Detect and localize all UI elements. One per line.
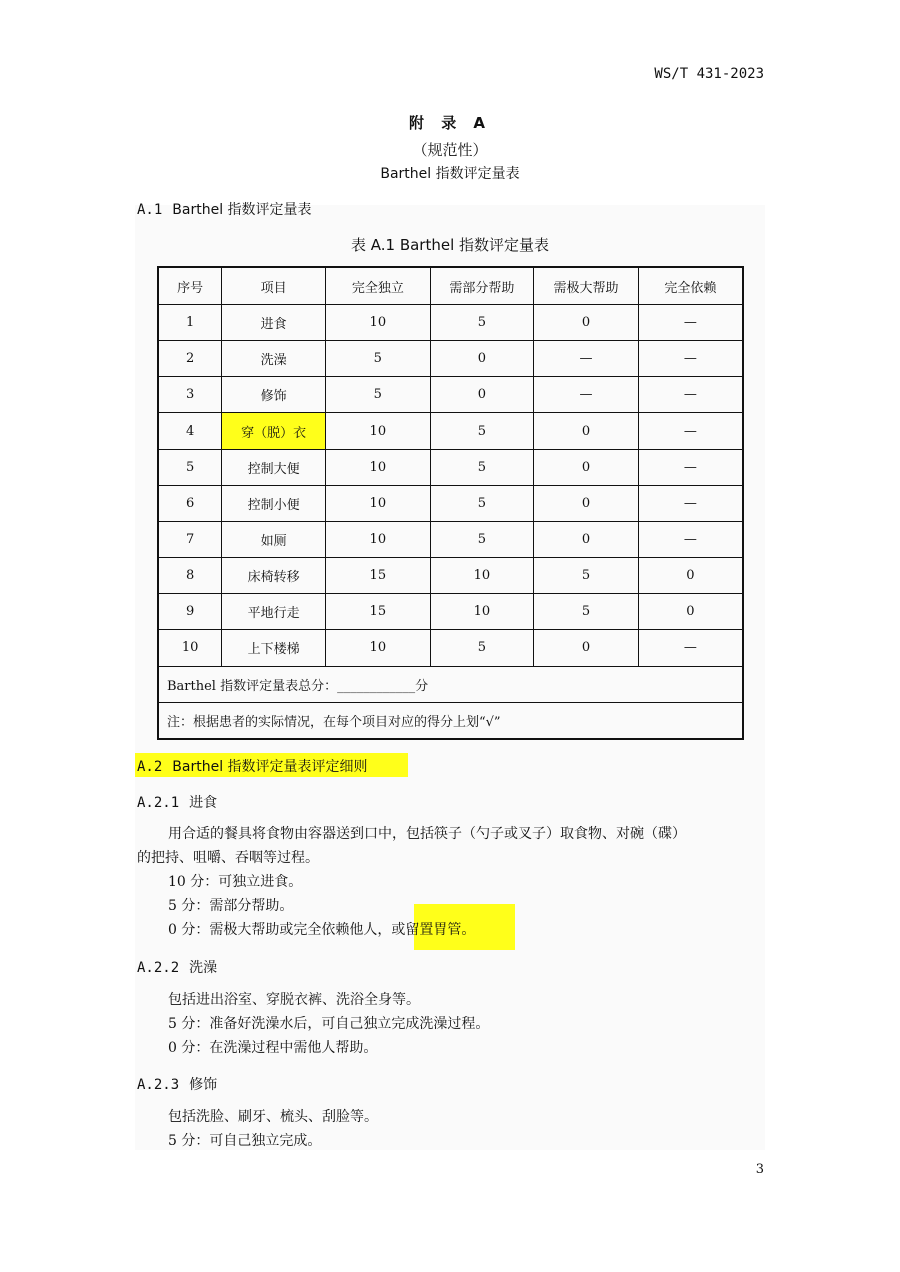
- table-caption: 表 A.1 Barthel 指数评定量表: [350, 236, 550, 254]
- paragraph-line: 用合适的餐具将食物由容器送到口中，包括筷子（勺子或叉子）取食物、对碗（碟）: [168, 826, 686, 842]
- table-cell: 5: [430, 305, 534, 341]
- table-cell: 1: [158, 305, 222, 341]
- section-a2-heading: [137, 756, 368, 776]
- table-cell: 如厕: [222, 521, 326, 557]
- table-header-row: [158, 267, 743, 305]
- header-cell: 完全独立: [326, 267, 431, 305]
- table-cell: 5: [430, 485, 534, 521]
- table-cell: 控制小便: [222, 485, 326, 521]
- barthel-table: [157, 266, 744, 740]
- section-number: A.2.2: [137, 960, 180, 976]
- appendix-nature: （规范性）: [412, 141, 488, 159]
- table-row: [158, 305, 743, 341]
- section-number: A.2: [137, 759, 163, 775]
- table-cell: 2: [158, 341, 222, 377]
- table-row: [158, 449, 743, 485]
- table-cell: 5: [158, 449, 222, 485]
- table-cell: 0: [638, 594, 743, 630]
- table-cell: —: [534, 341, 639, 377]
- score-item: 5 分：可自己独立完成。: [168, 1133, 322, 1149]
- table-cell: 0: [534, 305, 639, 341]
- section-title: Barthel 指数评定量表: [172, 202, 312, 218]
- table-cell: 洗澡: [222, 341, 326, 377]
- header-cell: 序号: [158, 267, 222, 305]
- table-row: [158, 485, 743, 521]
- table-cell: 10: [158, 630, 222, 666]
- table-cell: 床椅转移: [222, 558, 326, 594]
- header-cell: 需部分帮助: [430, 267, 534, 305]
- table-cell: 进食: [222, 305, 326, 341]
- table-row: [158, 630, 743, 666]
- table-cell: 0: [430, 341, 534, 377]
- table-cell: 0: [534, 449, 639, 485]
- table-cell: 7: [158, 521, 222, 557]
- table-row: [158, 413, 743, 449]
- table-cell: 修饰: [222, 377, 326, 413]
- section-a21-heading: [137, 792, 217, 812]
- table-cell: 3: [158, 377, 222, 413]
- table-cell: 6: [158, 485, 222, 521]
- section-title: 洗澡: [189, 960, 218, 976]
- table-cell: —: [638, 449, 743, 485]
- score-item: 5 分：需部分帮助。: [168, 898, 294, 914]
- section-a1-heading: [137, 199, 312, 219]
- section-title: 进食: [189, 795, 218, 811]
- paragraph-line: 包括进出浴室、穿脱衣裤、洗浴全身等。: [168, 992, 420, 1008]
- section-number: A.2.3: [137, 1077, 180, 1093]
- document-code: WS/T 431-2023: [654, 66, 764, 82]
- table-cell: 10: [326, 413, 431, 449]
- table-cell: 10: [326, 485, 431, 521]
- table-cell: 0: [534, 413, 639, 449]
- table-cell: —: [638, 413, 743, 449]
- table-cell: 4: [158, 413, 222, 449]
- table-cell: —: [638, 305, 743, 341]
- score-item: 10 分：可独立进食。: [168, 874, 303, 890]
- table-cell: 8: [158, 558, 222, 594]
- table-cell: 10: [326, 630, 431, 666]
- table-row: [158, 341, 743, 377]
- table-cell: —: [534, 377, 639, 413]
- score-item: [168, 918, 475, 942]
- header-cell: 需极大帮助: [534, 267, 639, 305]
- page-number: 3: [755, 1162, 764, 1177]
- table-cell: 0: [534, 521, 639, 557]
- table-cell: 15: [326, 594, 431, 630]
- section-number: A.1: [137, 202, 163, 218]
- table-cell: 9: [158, 594, 222, 630]
- table-note-row: [158, 702, 743, 739]
- table-cell: 5: [430, 521, 534, 557]
- table-cell: 上下楼梯: [222, 630, 326, 666]
- table-cell: 10: [430, 558, 534, 594]
- table-cell: 5: [430, 413, 534, 449]
- table-cell: 0: [534, 630, 639, 666]
- table-cell: —: [638, 341, 743, 377]
- header-cell: 完全依赖: [638, 267, 743, 305]
- table-cell: 5: [534, 558, 639, 594]
- table-cell: —: [638, 521, 743, 557]
- table-cell: 10: [326, 521, 431, 557]
- table-row: [158, 521, 743, 557]
- table-cell: 5: [430, 449, 534, 485]
- table-cell: —: [638, 485, 743, 521]
- table-cell: 0: [430, 377, 534, 413]
- table-cell: 10: [430, 594, 534, 630]
- table-row: [158, 558, 743, 594]
- header-cell: 项目: [222, 267, 326, 305]
- paragraph-line: 包括洗脸、刷牙、梳头、刮脸等。: [168, 1109, 378, 1125]
- score-item: 0 分：在洗澡过程中需他人帮助。: [168, 1040, 378, 1056]
- score-item: 5 分：准备好洗澡水后，可自己独立完成洗澡过程。: [168, 1016, 490, 1032]
- table-cell: 10: [326, 449, 431, 485]
- table-cell-highlighted: 穿（脱）衣: [222, 413, 326, 449]
- section-title: 修饰: [189, 1077, 218, 1093]
- table-row: [158, 377, 743, 413]
- table-cell: 5: [534, 594, 639, 630]
- section-a22-heading: [137, 957, 217, 977]
- table-row: [158, 594, 743, 630]
- appendix-title: 附 录 A: [408, 114, 492, 132]
- table-cell: —: [638, 630, 743, 666]
- table-cell: 平地行走: [222, 594, 326, 630]
- table-cell: 10: [326, 305, 431, 341]
- table-cell: 15: [326, 558, 431, 594]
- highlighted-text: 或留置胃管。: [391, 922, 476, 938]
- table-cell: 0: [534, 485, 639, 521]
- paragraph-line: 的把持、咀嚼、吞咽等过程。: [137, 850, 319, 866]
- table-cell: —: [638, 377, 743, 413]
- total-score-cell: Barthel 指数评定量表总分：____________分: [158, 666, 743, 702]
- table-cell: 0: [638, 558, 743, 594]
- score-item-text: 0 分：需极大帮助或完全依赖他人，: [168, 922, 392, 938]
- appendix-name: Barthel 指数评定量表: [380, 166, 520, 182]
- table-cell: 5: [430, 630, 534, 666]
- table-total-row: [158, 666, 743, 702]
- section-number: A.2.1: [137, 795, 180, 811]
- table-cell: 5: [326, 377, 431, 413]
- table-note-cell: 注：根据患者的实际情况，在每个项目对应的得分上划“√”: [158, 702, 743, 739]
- table-cell: 5: [326, 341, 431, 377]
- section-title: Barthel 指数评定量表评定细则: [172, 759, 368, 775]
- section-a23-heading: [137, 1074, 217, 1094]
- table-cell: 控制大便: [222, 449, 326, 485]
